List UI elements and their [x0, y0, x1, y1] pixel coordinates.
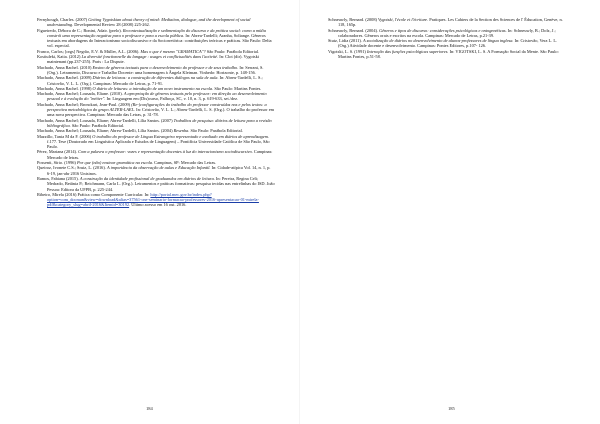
- reference-entry: [328, 17, 566, 28]
- ref-text: Ribeiro, Mirela (2016) Prática como Componente Curricular. In:: [37, 191, 151, 197]
- ref-title: A importância da observação de aulas e Educação Infantil.: [106, 165, 211, 171]
- ref-text: Machado, Anna Rachel; Lousada, Eliane; Abreu-Tardelli, Lília Santos. (2004): [37, 128, 174, 134]
- reference-list-left: [37, 17, 275, 208]
- ref-text: Vigotski, L. S. (1991): [328, 48, 367, 54]
- ref-title: Mas o que é mesmo "GRAMATICA"?: [140, 48, 206, 54]
- ref-text: Fernyhough, Charles. (2007): [37, 17, 89, 22]
- ref-text: Campinas, SP: Mercado das Letras.: [153, 160, 217, 166]
- ref-text: Machado, Anna Rachel; Lousada, Eliane. (2010).: [37, 91, 124, 97]
- ref-text: Machado, Anna Rachel. (1998): [37, 85, 93, 91]
- ref-text: Schneuwly, Bernard. (2004).: [328, 27, 380, 33]
- ref-text: Queiroz, Ivonete C.S.; Sruiz, L. (2016).: [37, 165, 107, 171]
- ref-title: Com a palavra o professor: vozes e representação docentes à luz do interacionismo sociodiscursivo.: [78, 149, 253, 155]
- reference-entry: [37, 192, 275, 208]
- ref-text: In: VIGOTSKI, L. S. A Formação Social da Mente. São Paulo: Martins Fontes, p.51-58.: [338, 48, 559, 60]
- ref-text: Mazzillo, Tania M da F. (2006): [37, 133, 93, 139]
- page-number-right: 185: [448, 406, 455, 411]
- ref-title: Getting Vygotskian about theory of mind: Mediation, dialogue, and the development of social understanding.: [47, 17, 251, 28]
- ref-text: In: Clot (dir). Vygotski maintenant (pp.237-255). Paris : La Dispute.: [47, 54, 259, 65]
- reference-entry: [37, 102, 275, 118]
- reference-entry: [328, 38, 566, 49]
- ref-text: Machado, Anna Rachel; Bronckart, Jean-Paul. (2009): [37, 101, 132, 107]
- ref-text: Possenti, Sírio. (1996): [37, 160, 77, 166]
- reference-entry: [37, 149, 275, 160]
- reference-entry: [37, 118, 275, 129]
- right-page: [300, 0, 600, 424]
- ref-text: In: Cristovão, Vera L. L. (Org.) Atividade docente e desenvolvimento. Campinas: Pontes Editores, p.107- 126.: [338, 38, 558, 49]
- ref-title: A apropriação de gêneros textuais pelo professor: em direção ao desenvolvimento pessoal e à evolução do "métier".: [47, 91, 267, 102]
- ref-title: La diversité fonctionnelle du langage : usages et conflictualités dans l'activité.: [81, 54, 219, 60]
- ref-text: Figueiredo, Débora de C.; Bonini, Adair. (prelo).: [37, 27, 123, 33]
- ref-title: A construção da identidade profissional de graduandos em diários de leitura.: [79, 175, 215, 181]
- ref-text: Machado, Anna Rachel. (2009): [37, 75, 93, 81]
- reference-list-right: [328, 17, 566, 59]
- ref-title: (Re-)configurações do trabalho do professor construídas nos e pelos textos: a perspectiva metodológica do grupo ALTER-LAEL.: [47, 101, 267, 113]
- reference-entry: [37, 176, 275, 192]
- ref-text: Campinas: Mercado de letras.: [47, 149, 273, 160]
- ref-text: Machado, Anna Rachel. (2010): [37, 64, 93, 70]
- ref-text: São Paulo: Martins Fontes.: [213, 85, 262, 91]
- ref-text: In: Abreu-Tardelli; Aranha, Soliange. Gêneros textuais em abordagens do Interacionismo sociodiscursivo e da Sociorretórica: contribuições teóricas e práticas. São Paulo: Delta vol. especial.: [47, 32, 272, 49]
- ref-text: Developmental Review 28 (2008) 225-262.: [73, 22, 150, 28]
- ref-text: . Último acesso em 16 out. 2016.: [129, 202, 187, 208]
- ref-text: In: Cristovão, V. L. L.; Abreu-Tardelli, L. S. (Org.). O trabalho do professor em uma nova perspectiva. Campinas: Mercado das Letras, p. 31-78.: [47, 107, 275, 118]
- reference-entry: [328, 28, 566, 39]
- ref-text: Stutz, Lidia (2011).: [328, 38, 363, 44]
- ref-text: In: Serrani, S. (Org.). Letramento, Discurso e Trabalho Docente: uma homenagem à Ângela Kleiman. Vinhedo: Horizonte, p. 148-156.: [47, 64, 264, 75]
- ref-text: Pratiques. Les Cahiers de la Section des Sciences de l' Éducation, Genève, n. 118, 165p.: [338, 17, 563, 28]
- ref-text: São Paulo: Parábola Editorial.: [205, 48, 260, 54]
- ref-text: Franco, Carlos; [orgs] Negrão, E.V. & Müller, A.L. (2006).: [37, 48, 141, 54]
- ref-title: Vygotski, l'école et l'écriture.: [378, 17, 429, 22]
- ref-title: Diários de leituras: a construção de diferentes diálogos na sala de aula.: [92, 75, 219, 81]
- reference-entry: [37, 65, 275, 76]
- ref-text: Ramos, Fabiana (2015).: [37, 175, 80, 181]
- ref-text: In: Abreu-Tardelli, L. S.; Cristovão, V. L. L. (Org.). Campinas: Mercado de Letras, p. 71-91.: [47, 75, 263, 86]
- ref-title: Resenha.: [173, 128, 190, 134]
- ref-text: In: Schneuwly, B.; Dolz, J.; colaboradores. Gêneros orais e escritos na escola. Campinas: Mercado de Letras, p.21-39.: [338, 27, 556, 38]
- ref-title: Gêneros e tipos de discurso: considerações psicológicas e ontogenéticas.: [379, 27, 507, 33]
- ref-text: São Paulo: Parábola Editorial.: [189, 128, 243, 134]
- ref-title: Interação das funções psicológicas superiores.: [366, 48, 449, 54]
- reference-entry: [37, 91, 275, 102]
- ref-text: In: Linguagem em (Dis)curso, Palhoça, SC, v. 10, n. 3, p. 619-633, set./dez.: [105, 96, 239, 102]
- reference-entry: [37, 75, 275, 86]
- page-number-left: 184: [146, 406, 153, 411]
- reference-entry: [37, 28, 275, 49]
- ref-title: Recontextualização e sedimentação do discurso e da prática social: como a mídia constrói uma representação negativa para o professor e para a escola pública.: [47, 27, 266, 38]
- reference-entry: [37, 134, 275, 150]
- reference-link[interactable]: http://portal.mec.gov.br/index.php?option=com_docman&view=download&alias=37561-cne-seminario-formacao-professores-2016-apresentacao-01-mirela-pdf&category_slug=abril-2016&Itemid=30192: [47, 191, 259, 208]
- ref-text: Kostiuleki, Katia. (2012): [37, 54, 82, 60]
- ref-title: O trabalho do professor de Língua Estrangeira representado e avaliado em diários de aprendizagem.: [92, 133, 269, 139]
- ref-title: Por que (não) ensinar gramática na escola.: [76, 160, 154, 166]
- ref-text: f.177. Tese (Doutorado em Linguística Aplicada e Estudos de Linguagem) – Pontifícia Universidade Católica de São Paulo, São Paulo.: [47, 138, 270, 150]
- ref-text: Machado, Anna Rachel; Lousada, Eliane; Abreu-Tardelli, Lília Santos. (2007): [37, 117, 174, 123]
- ref-title: A socialização de diários no desenvolvimento de alunos-professores de língua inglesa.: [362, 38, 514, 44]
- ref-text: In: Pereira, Regina Celi; Medrado, Betânia P.; Reichmann, Carla L. (Org.). Letramentos e práticas formativas: pesquisa tecidas nas entrelinhas do ISD. João Pessoa: Editora da UFPB, p. 225-244.: [47, 175, 275, 192]
- ref-title: O diário de leituras: a introdução de um novo instrumento na escola.: [92, 85, 214, 91]
- ref-title: Ensino de gêneros textuais para o desenvolvimento do professor e de seus trabalho.: [92, 64, 239, 70]
- ref-title: Trabalhos de pesquisa: diários de leitura para a revisão bibliográfica.: [47, 117, 272, 128]
- reference-entry: [37, 54, 275, 65]
- reference-entry: [37, 17, 275, 28]
- ref-text: Schneuwly, Bernard. (2008): [328, 17, 379, 22]
- ref-text: In: Cidade-atípica Vol. 14, n. 1, p. 6-19, jan-abr 2016 Unisinos.: [47, 165, 271, 176]
- ref-text: São Paulo: Parábola Editorial.: [70, 122, 125, 128]
- reference-entry: [328, 49, 566, 60]
- ref-text: Pérez, Mariana (2014).: [37, 149, 79, 155]
- reference-entry: [37, 165, 275, 176]
